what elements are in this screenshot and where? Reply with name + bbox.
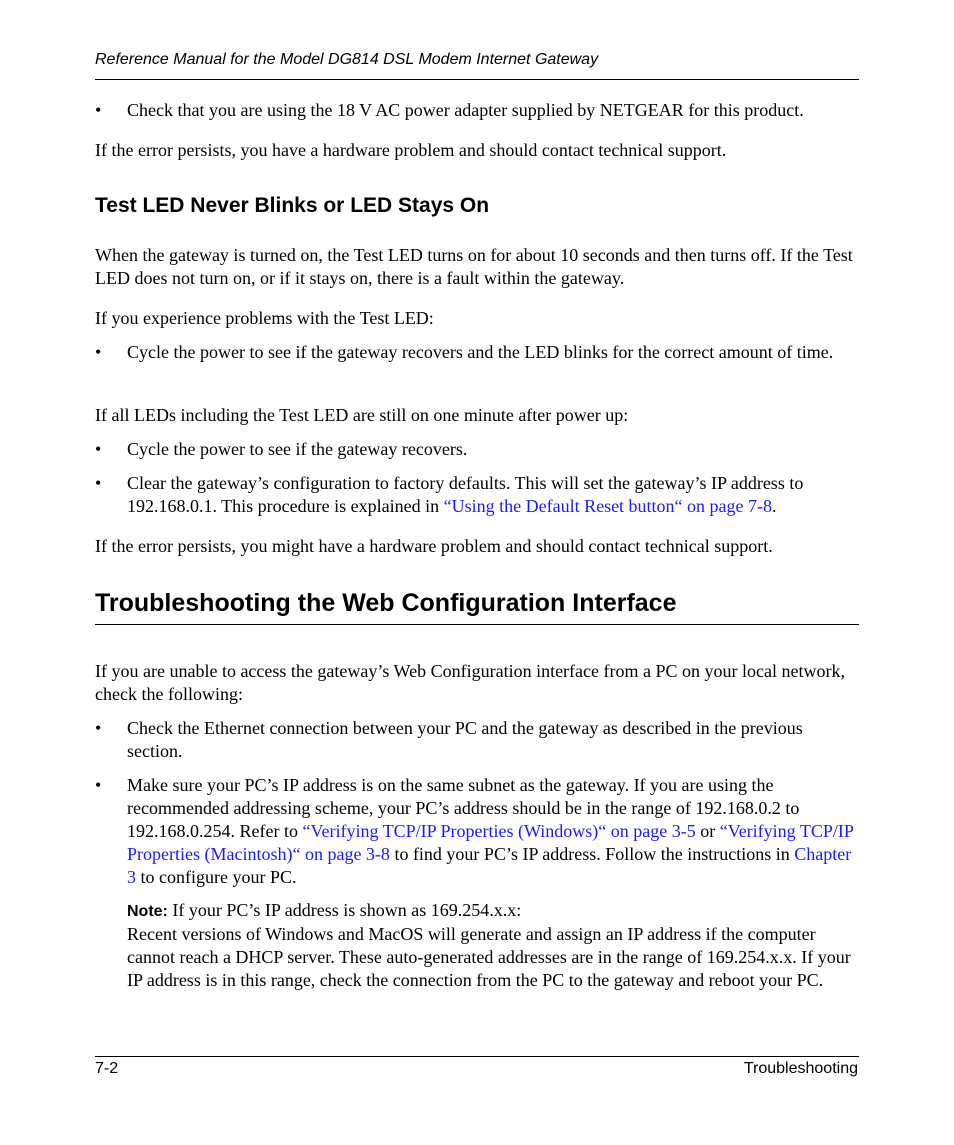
bullet-mark: •: [95, 342, 102, 362]
bullet-mark: •: [95, 439, 102, 459]
page-number: 7-2: [95, 1060, 119, 1077]
list-item: [95, 438, 859, 461]
paragraph: If the error persists, you have a hardware problem and should contact technical support.: [95, 140, 727, 160]
list-item: [95, 717, 859, 763]
paragraph: When the gateway is turned on, the Test LED turns on for about 10 seconds and then turns off. If the Test LED does not turn on, or if it stays on, there is a fault within the gateway.: [95, 245, 853, 288]
section-heading-test-led: Test LED Never Blinks or LED Stays On: [95, 194, 490, 217]
footer-chapter: Troubleshooting: [743, 1060, 858, 1077]
header-rule: [95, 79, 859, 80]
bullet-text: [127, 472, 859, 518]
note-label: Note:: [127, 903, 168, 920]
bullet-text: [127, 774, 859, 889]
list-item: [95, 341, 859, 364]
bullet-text-part: to configure your PC.: [136, 867, 297, 887]
list-item: [95, 99, 859, 122]
bullet-mark: •: [95, 473, 102, 493]
list-item: [95, 472, 859, 518]
paragraph: If the error persists, you might have a hardware problem and should contact technical support.: [95, 536, 773, 556]
link-default-reset[interactable]: “Using the Default Reset button“ on page 7-8: [443, 496, 773, 516]
bullet-text-part: or: [695, 821, 720, 841]
note-line: If your PC’s IP address is shown as 169.254.x.x:: [167, 900, 522, 920]
list-item: [95, 774, 859, 889]
bullet-text-part: Make sure your PC’s IP address is on the same subnet as the gateway. If you are using the recommended addressing scheme, your PC’s address should be in the range of 192.168.0.2 to 192.168.0.254. Refer to: [127, 775, 800, 841]
bullet-text-part: to find your PC’s IP address. Follow the instructions in: [389, 844, 795, 864]
bullet-text-part: .: [772, 496, 777, 516]
note-first-line: [127, 899, 859, 923]
bullet-mark: •: [95, 100, 102, 120]
paragraph: If you are unable to access the gateway’s Web Configuration interface from a PC on your local network, check the following:: [95, 661, 845, 704]
footer-rule: [95, 1056, 859, 1057]
bullet-text: Cycle the power to see if the gateway recovers.: [127, 439, 468, 459]
paragraph: If you experience problems with the Test LED:: [95, 308, 434, 328]
bullet-mark: •: [95, 718, 102, 738]
section-rule: [95, 624, 859, 625]
note-block: [127, 899, 859, 992]
bullet-text-part: Clear the gateway’s configuration to factory defaults. This will set the gateway’s IP address to 192.168.0.1. This procedure is explained in: [127, 473, 804, 516]
bullet-mark: •: [95, 775, 102, 795]
link-verify-windows[interactable]: “Verifying TCP/IP Properties (Windows)“ on page 3-5: [302, 821, 696, 841]
bullet-text: Check that you are using the 18 V AC power adapter supplied by NETGEAR for this product.: [127, 100, 804, 120]
running-header: Reference Manual for the Model DG814 DSL Modem Internet Gateway: [95, 51, 599, 68]
note-body: Recent versions of Windows and MacOS will generate and assign an IP address if the computer cannot reach a DHCP server. These auto-generated addresses are in the range of 169.254.x.x. If your IP address is in this range, check the connection from the PC to the gateway and reboot your PC.: [127, 924, 851, 990]
link-verify-macintosh[interactable]: “Verifying TCP/IP Properties (Macintosh)“ on page 3-8: [127, 821, 854, 864]
bullet-text: Cycle the power to see if the gateway recovers and the LED blinks for the correct amount of time.: [127, 342, 834, 362]
bullet-text: Check the Ethernet connection between your PC and the gateway as described in the previous section.: [127, 718, 803, 761]
link-chapter-3[interactable]: Chapter 3: [127, 844, 852, 887]
paragraph: If all LEDs including the Test LED are still on one minute after power up:: [95, 405, 629, 425]
section-heading-web-config: Troubleshooting the Web Configuration Interface: [95, 589, 677, 617]
